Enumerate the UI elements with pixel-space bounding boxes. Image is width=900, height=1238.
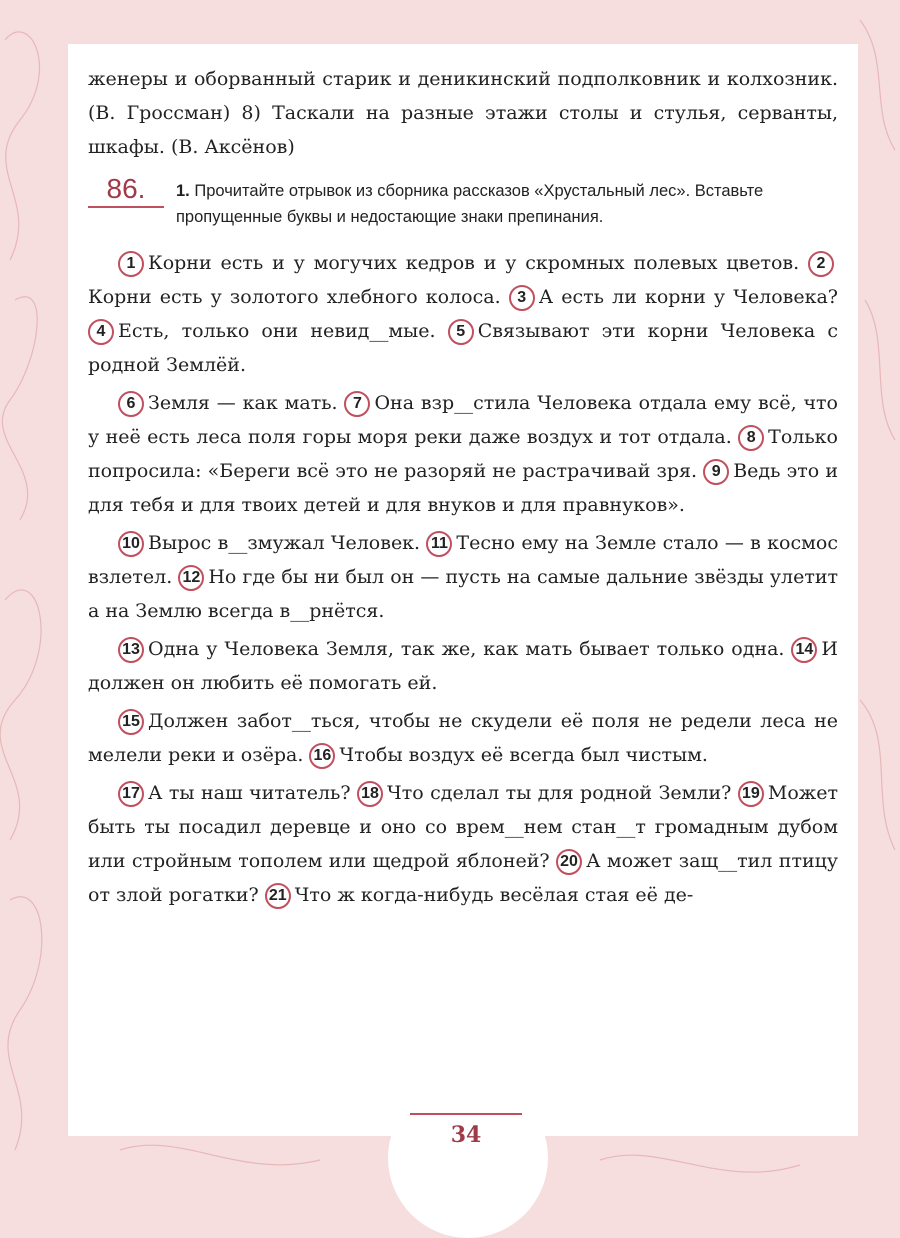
sentence-text: Одна у Человека Земля, так же, как мать бывает только одна. xyxy=(148,638,785,660)
sentence-text: Ведь это и для тебя и для твоих детей и для внуков и для правнуков». xyxy=(88,460,838,516)
sentence-text: Тесно ему на Земле стало — в космос взлетел. xyxy=(88,532,838,588)
sentence-text: Вырос в__змужал Человек. xyxy=(148,532,421,554)
sentence-text: А может защ__тил птицу от злой рогатки? xyxy=(88,850,839,906)
sentence-number-badge: 10 xyxy=(118,531,144,557)
sentence-text: Есть, только они невид__мые. xyxy=(118,320,436,342)
sentence-text: И должен он любить её помогать ей. xyxy=(88,638,838,694)
sentence-text: Корни есть у золотого хлебного колоса. xyxy=(88,286,501,308)
sentence-number-badge: 11 xyxy=(426,531,452,557)
sentence-number-badge: 18 xyxy=(357,781,383,807)
passage-paragraph xyxy=(88,246,838,382)
exercise-instruction: Прочитайте отрывок из сборника рассказов «Хрустальный лес». Вставьте пропущенные буквы и недостающие знаки препинания. xyxy=(176,182,764,226)
task-number: 1. xyxy=(176,182,190,200)
sentence-number-badge: 3 xyxy=(509,285,535,311)
passage-paragraph xyxy=(88,526,838,628)
page-number-rule xyxy=(410,1113,522,1115)
passage-paragraph xyxy=(88,704,838,772)
passage-paragraph xyxy=(88,386,838,522)
sentence-text: А есть ли корни у Человека? xyxy=(538,286,838,308)
sentence-number-badge: 7 xyxy=(344,391,370,417)
sentence-text: Земля — как мать. xyxy=(148,392,338,414)
sentence-number-badge: 4 xyxy=(88,319,114,345)
exercise-header xyxy=(88,173,838,230)
page-number-tab xyxy=(388,1078,548,1238)
page-content xyxy=(88,62,838,916)
sentence-number-badge: 6 xyxy=(118,391,144,417)
sentence-number-badge: 12 xyxy=(178,565,204,591)
sentence-text: Чтобы воздух её всегда был чистым. xyxy=(339,744,708,766)
sentence-number-badge: 17 xyxy=(118,781,144,807)
sentence-text: Только попросила: «Береги всё это не разоряй не растрачивай зря. xyxy=(88,426,838,482)
sentence-number-badge: 9 xyxy=(703,459,729,485)
sentence-number-badge: 8 xyxy=(738,425,764,451)
sentence-number-badge: 1 xyxy=(118,251,144,277)
exercise-number: 86. xyxy=(88,172,164,208)
sentence-number-badge: 21 xyxy=(265,883,291,909)
passage-paragraph xyxy=(88,632,838,700)
sentence-text: Что сделал ты для родной Земли? xyxy=(387,782,732,804)
sentence-text: Может быть ты посадил деревце и оно со врем__нем стан__т громадным дубом или стройным тополем или щедрой яблоней? xyxy=(88,782,838,872)
sentence-text: Она взр__стила Человека отдала ему всё, что у неё есть леса поля горы моря реки даже воздух и тот отдала. xyxy=(88,392,838,448)
sentence-text: Должен забот__ться, чтобы не скудели её поля не редели леса не мелели реки и озёра. xyxy=(88,710,838,766)
sentence-number-badge: 20 xyxy=(556,849,582,875)
sentence-text: Но где бы ни был он — пусть на самые дальние звёзды улетит а на Землю всегда в__рнётся. xyxy=(88,566,839,622)
sentence-number-badge: 15 xyxy=(118,709,144,735)
exercise-passage xyxy=(88,246,838,912)
continued-text: женеры и оборванный старик и деникинский подполковник и колхозник. (В. Гроссман) 8) Таскали на разные этажи столы и стулья, серванты, шкафы. (В. Аксёнов) xyxy=(88,68,838,158)
sentence-number-badge: 13 xyxy=(118,637,144,663)
sentence-text: Корни есть и у могучих кедров и у скромных полевых цветов. xyxy=(148,252,800,274)
sentence-text: Связывают эти корни Человека с родной Землёй. xyxy=(88,320,838,376)
passage-paragraph xyxy=(88,776,838,912)
page-number: 34 xyxy=(450,1122,482,1148)
sentence-text: А ты наш читатель? xyxy=(148,782,351,804)
sentence-number-badge: 19 xyxy=(738,781,764,807)
sentence-number-badge: 5 xyxy=(448,319,474,345)
sentence-text: Что ж когда-нибудь весёлая стая её де- xyxy=(294,884,694,906)
sentence-number-badge: 16 xyxy=(309,743,335,769)
sentence-number-badge: 14 xyxy=(791,637,817,663)
sentence-number-badge: 2 xyxy=(808,251,834,277)
